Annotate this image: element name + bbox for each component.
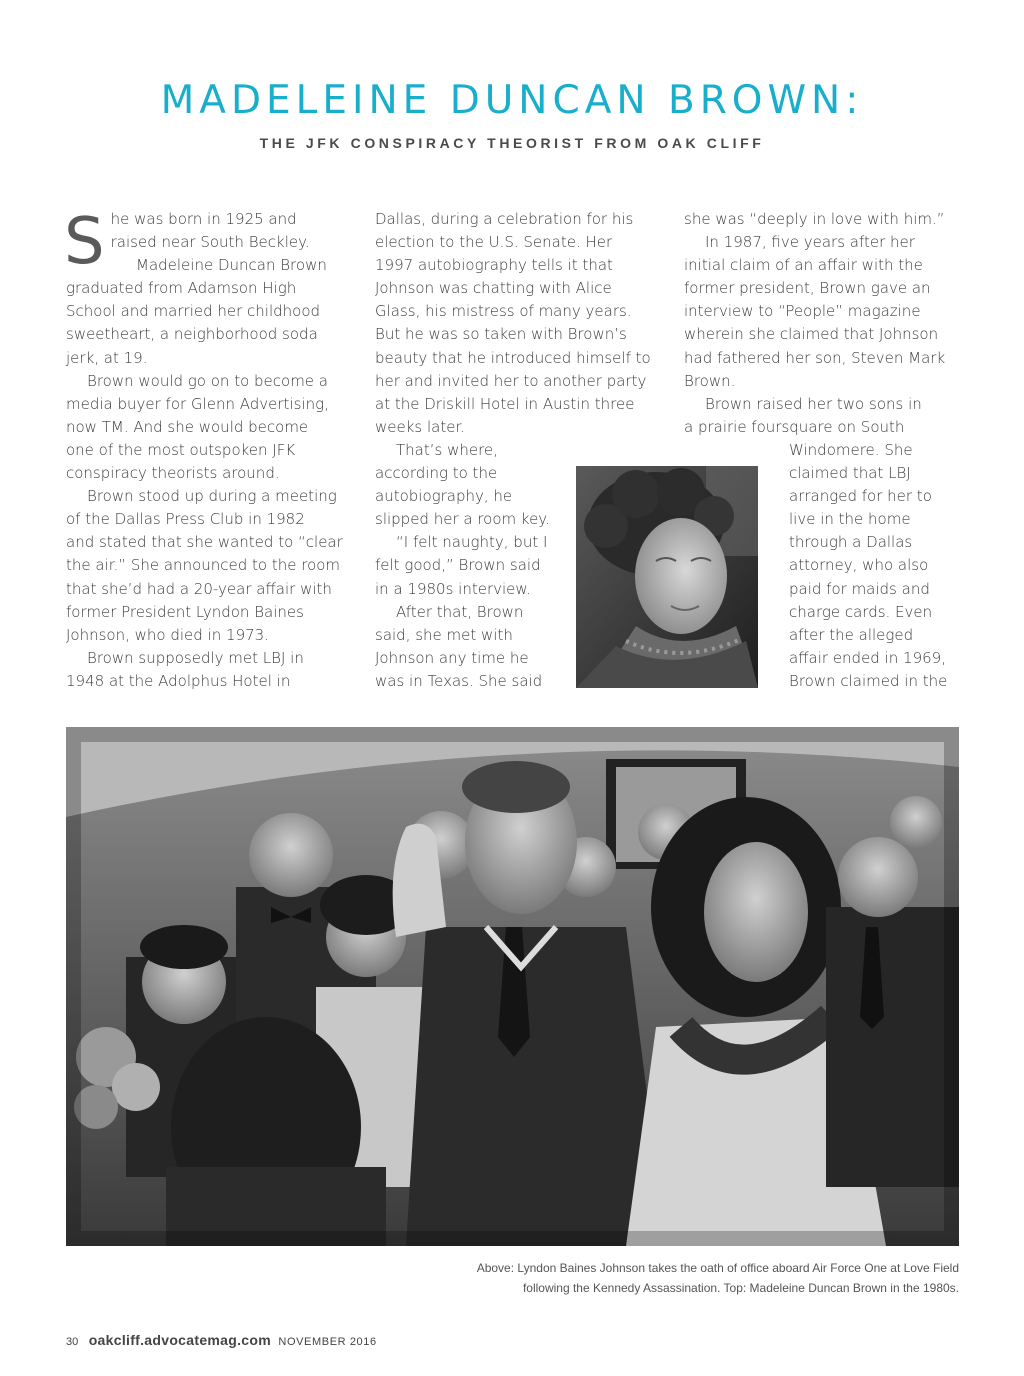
article-title: MADELEINE DUNCAN BROWN: (160, 78, 864, 123)
main-photo (66, 727, 959, 1246)
text-line: wherein she claimed that Johnson (684, 325, 939, 344)
article-subtitle: THE JFK CONSPIRACY THEORIST FROM OAK CLIFF (259, 135, 765, 151)
text-line: she was “deeply in love with him.” (684, 210, 945, 228)
issue-date: NOVEMBER 2016 (278, 1336, 377, 1348)
text-line: affair ended in 1969, (789, 648, 946, 667)
text-line: Dallas, during a celebration for his (375, 210, 634, 228)
text-line: Johnson was chatting with Alice (375, 279, 612, 298)
text-line: In 1987, five years after her (705, 233, 915, 252)
caption-line: Above: Lyndon Baines Johnson takes the oath of office aboard Air Force One at Love Field (476, 1261, 959, 1275)
text-line: Brown would go on to become a (87, 371, 328, 390)
text-line: claimed that LBJ (789, 464, 911, 483)
text-line: Windomere. She (789, 440, 913, 459)
text-line: according to the (375, 464, 498, 483)
text-line: conspiracy theorists around. (66, 464, 280, 483)
text-line: through a Dallas (789, 533, 913, 552)
text-line: Brown. (684, 371, 736, 390)
text-line: now TM. And she would become (66, 417, 309, 436)
text-line: initial claim of an affair with the (684, 256, 923, 275)
text-line: of the Dallas Press Club in 1982 (66, 510, 305, 529)
text-line: Brown claimed in the (789, 671, 948, 690)
site-url: oakcliff.advocatemag.com (88, 1332, 271, 1348)
text-line: in a 1980s interview. (375, 579, 532, 598)
text-line: Brown raised her two sons in (705, 394, 922, 413)
text-line: had fathered her son, Steven Mark (684, 348, 946, 367)
text-line: Madeleine Duncan Brown (136, 256, 327, 275)
text-line: that she’d had a 20-year affair with (66, 579, 332, 598)
text-line: charge cards. Even (789, 602, 933, 621)
article-column-1 (64, 205, 356, 693)
text-line: weeks later. (375, 417, 466, 436)
text-line: That’s where, (396, 440, 498, 459)
text-line: her and invited her to another party (375, 371, 647, 390)
text-line: former president, Brown gave an (684, 279, 931, 298)
text-line: beauty that he introduced himself to (375, 348, 651, 367)
text-line: autobiography, he (375, 487, 513, 506)
text-line: 1997 autobiography tells it that (375, 256, 613, 275)
text-line: felt good,” Brown said (375, 556, 541, 575)
text-line: interview to “People” magazine (684, 302, 921, 321)
text-line: said, she met with (375, 625, 513, 644)
text-line: former President Lyndon Baines (66, 602, 304, 621)
text-line: the air.” She announced to the room (66, 556, 341, 575)
text-line: Johnson any time he (375, 648, 529, 667)
oath-photo-illustration (66, 727, 959, 1246)
text-line: after the alleged (789, 625, 914, 644)
text-line: graduated from Adamson High (66, 279, 297, 298)
drop-cap: S (64, 205, 105, 279)
text-line: sweetheart, a neighborhood soda (66, 325, 318, 344)
text-line: one of the most outspoken JFK (66, 440, 296, 459)
text-line: at the Driskill Hotel in Austin three (375, 394, 635, 413)
text-line: “I felt naughty, but I (396, 533, 548, 552)
text-line: After that, Brown (396, 602, 524, 621)
text-line: paid for maids and (789, 579, 930, 598)
portrait-illustration (576, 466, 758, 688)
text-line: School and married her childhood (66, 302, 321, 321)
text-line: was in Texas. She said (375, 671, 543, 690)
text-line: 1948 at the Adolphus Hotel in (66, 671, 291, 690)
text-line: and stated that she wanted to “clear (66, 533, 343, 552)
caption-line: following the Kennedy Assassination. Top: Madeleine Duncan Brown in the 1980s. (522, 1281, 959, 1295)
text-line: a prairie foursquare on South (684, 417, 905, 436)
text-line: Brown supposedly met LBJ in (87, 648, 304, 667)
text-line: Glass, his mistress of many years. (375, 302, 632, 321)
text-line: Brown stood up during a meeting (87, 487, 337, 506)
text-line: election to the U.S. Senate. Her (375, 233, 613, 252)
text-line: attorney, who also (789, 556, 929, 575)
page-number: 30 (66, 1336, 79, 1348)
text-line: Johnson, who died in 1973. (66, 625, 269, 644)
portrait-photo (576, 466, 758, 688)
text-line: media buyer for Glenn Advertising, (66, 394, 329, 413)
text-line: he was born in 1925 and (110, 210, 297, 228)
text-line: live in the home (789, 510, 911, 529)
text-line: slipped her a room key. (375, 510, 550, 529)
text-line: But he was so taken with Brown’s (375, 325, 627, 344)
photo-caption (477, 1258, 959, 1298)
text-line: jerk, at 19. (66, 348, 148, 367)
text-line: arranged for her to (789, 487, 932, 506)
page-footer (66, 1332, 377, 1350)
text-line: raised near South Beckley. (110, 233, 310, 252)
